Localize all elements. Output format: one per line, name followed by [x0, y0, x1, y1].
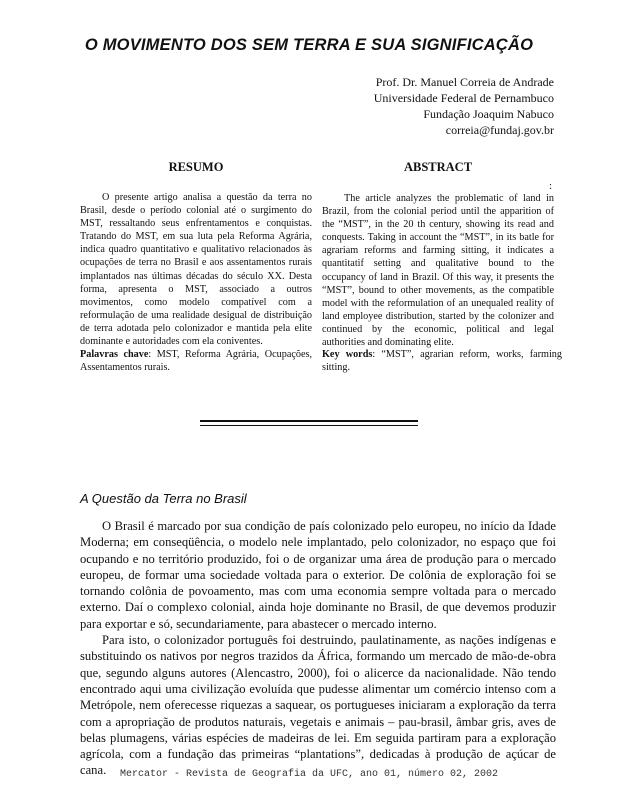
- abstract-text: [322, 192, 554, 349]
- section-heading: A Questão da Terra no Brasil: [80, 491, 247, 506]
- resumo-keywords: [80, 348, 312, 374]
- abstract-heading: ABSTRACT: [403, 160, 473, 174]
- resumo-heading: RESUMO: [168, 160, 224, 174]
- resumo-paragraph: O presente artigo analisa a questão da terra no Brasil, desde o período colonial até o surgimento do MST, ressaltando seus enfrentamentos e conquistas. Tratando do MST, em sua luta pela Reforma Agrária, indica quadro quantitativo e qualitativo relacionados às ocupações de terra no Brasil e aos assentamentos rurais implantados nas últimas décadas do século XX. Desta forma, apresenta o MST, associado a outros movimentos, como modelo compatível com a reformulação de uma realidade desigual de distribuição de terra adotada pelo colonizador e mantida pela elite dominante e autoridades com ela coniventes.: [80, 192, 312, 348]
- body-paragraph-1: O Brasil é marcado por sua condição de país colonizado pelo europeu, no início da Idade Moderna; em conseqüência, o modelo nele implantado, pelo colonizador, no espaço que foi ocupando e no território produzido, foi o de organizar uma área de produção para o mercado europeu, de formar uma sociedade voltada para o exterior. De colônia de exploração foi se tornando colônia de povoamento, mas com uma economia sempre voltada para o mercado externo. Daí o complexo colonial, ainda hoje dominante no Brasil, de que devemos produzir para exportar e só, secundariamente, para abastecer o mercado interno.: [80, 519, 556, 631]
- resumo-keywords-label: Palavras chave: [80, 349, 149, 360]
- author-name: Prof. Dr. Manuel Correia de Andrade: [375, 75, 554, 89]
- body-paragraph-2: Para isto, o colonizador português foi destruindo, paulatinamente, as nações indígenas e substituindo os nativos por negros trazidos da África, formando um mercado de mão-de-obra que, segundo alguns autores (Alencastro, 2000), foi o alicerce da nacionalidade. Não tendo encontrado aqui uma civilização evoluída que pudesse alimentar um comércio intenso com a Metrópole, nem oferecesse riquezas a saquear, os portugueses iniciaram a exploração da terra com a apropriação de produtos naturais, vegetais e animais – pau-brasil, âmbar gris, aves de belas plumagens, várias espécies de madeiras de lei. Em seguida partiram para a exploração agrícola, com a fundação das primeiras “plantations”, dedicadas à produção de açúcar de cana.: [80, 633, 556, 778]
- resumo-keywords-list: : MST, Reforma Agrária, Ocupações, Assentamentos rurais.: [80, 349, 312, 374]
- divider-rule-thin: [200, 425, 418, 426]
- abstract-keywords-list: : “MST”, agrarian reform, works, farming sitting.: [322, 349, 562, 374]
- author-email: correia@fundaj.gov.br: [445, 123, 554, 137]
- section-body: [80, 518, 556, 779]
- journal-footer: Mercator - Revista de Geografia da UFC, ano 01, número 02, 2002: [119, 769, 499, 780]
- paper-title: O MOVIMENTO DOS SEM TERRA E SUA SIGNIFICAÇÃO: [84, 36, 534, 54]
- author-institution-1: Universidade Federal de Pernambuco: [373, 91, 554, 105]
- abstract-keywords-label: Key words: [322, 349, 373, 360]
- divider-rule-thick: [200, 420, 418, 422]
- abstract-colon: :: [549, 180, 553, 192]
- abstract-paragraph: The article analyzes the problematic of land in Brazil, from the colonial period until the apparition of the “MST”, in the 20 th century, showing its read and conquests. Taking in account the “MST”, in its batle for agrariam reforms and farming sitting, it indicates a quantitatif setting and qualitative bound to the occupancy of land in Brazil. Of this way, it presents the “MST”, bound to other movements, as the compatible model with the reformulation of an unequaled reality of land employee distribution, started by the colonizer and continued by the economic, political and legal authorities and dominating elite.: [322, 193, 554, 349]
- abstract-keywords: [322, 348, 562, 374]
- author-institution-2: Fundação Joaquim Nabuco: [423, 107, 554, 121]
- resumo-text: [80, 191, 312, 348]
- author-block: [374, 74, 554, 138]
